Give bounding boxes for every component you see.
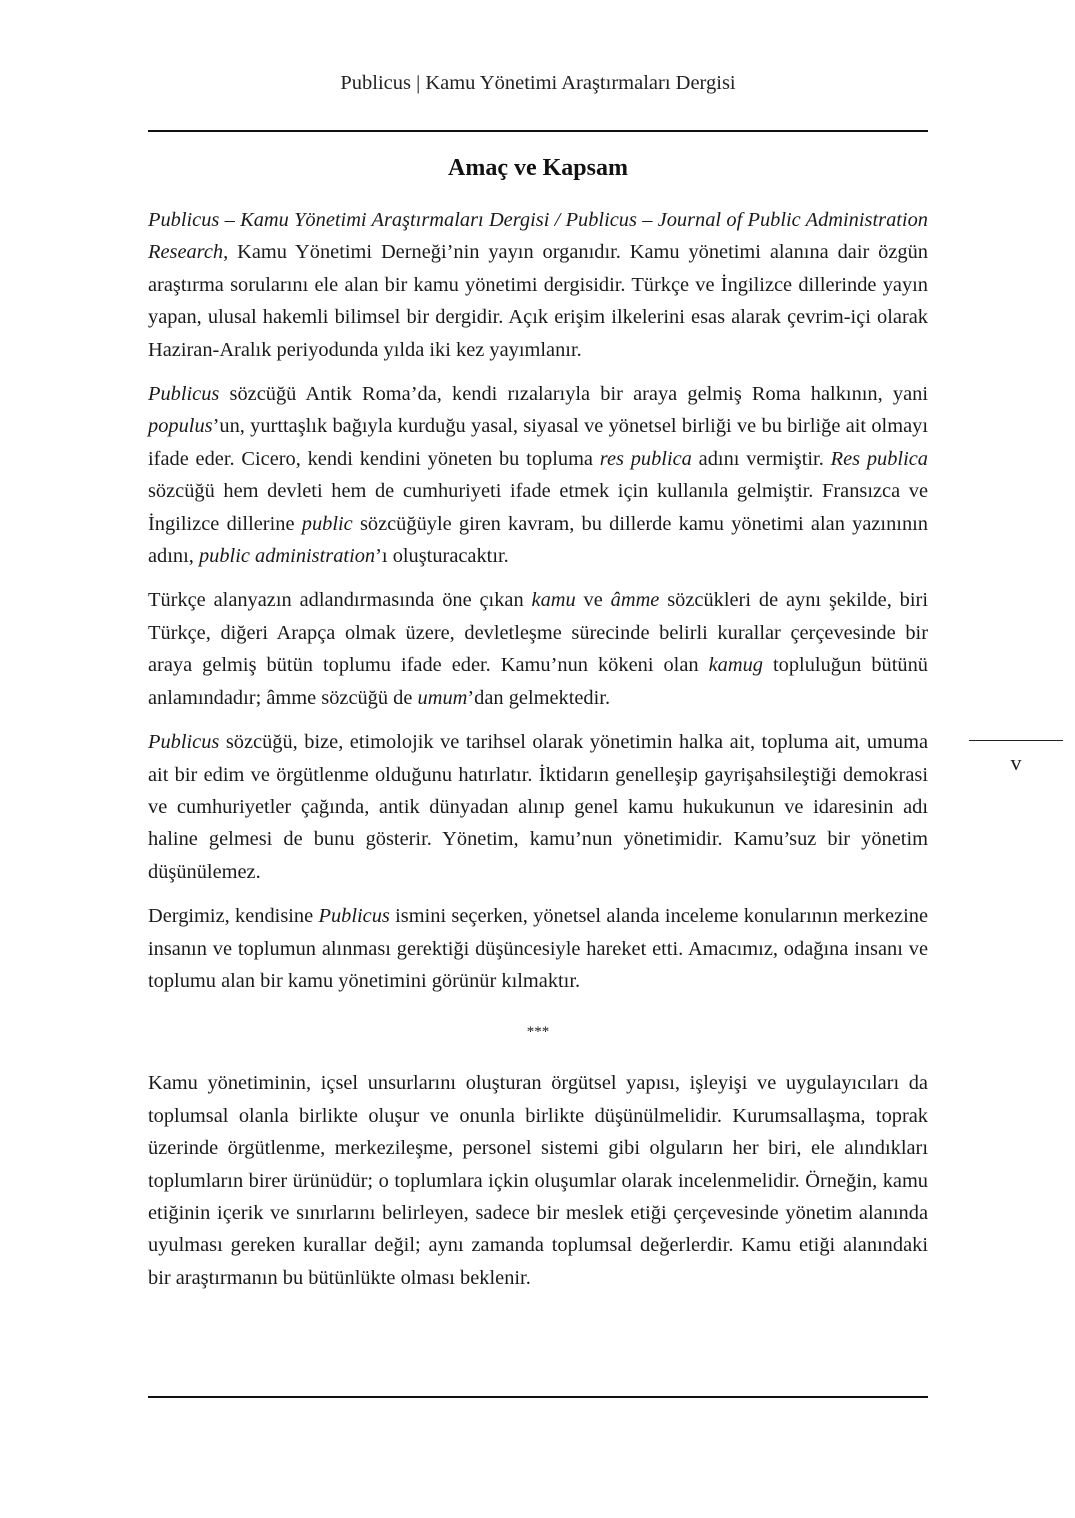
separator-gap xyxy=(148,1059,928,1067)
text-run: sözcüğü, bize, etimolojik ve tarihsel olarak yönetimin halka ait, topluma ait, umuma ait bir edim ve örgütlenme olduğunu hatırlatır. İktidarın genelleşip gayrişahsileştiği demokrasi ve cumhuriyetler çağında, antik dünyadan alınıp genel kamu hukukunun ve idaresinin adı haline gelmesi de bunu gösterir. Yönetim, kamu’nun yönetimidir. Kamu’suz bir yönetim düşünülemez. xyxy=(148,731,928,883)
text-run: sözcüğü hem devleti hem de cumhuriyeti ifade etmek için kullanıla gelmiştir. Fransızca ve İngilizce dillerine xyxy=(148,480,928,535)
italic-term: umum xyxy=(417,686,468,709)
italic-term: populus xyxy=(148,415,213,438)
text-run: ve xyxy=(575,589,611,612)
italic-term: Publicus xyxy=(148,383,220,406)
italic-term: Res publica xyxy=(830,447,928,470)
italic-term: public xyxy=(301,512,353,535)
text-run: sözcükleri de aynı şekilde, biri Türkçe, diğeri Arapça olmak üzere, devletleşme sürecinde belirli kurallar çerçevesinde bir araya gelmiş bütün toplumu ifade eder. Kamu’nun kökeni olan xyxy=(148,589,928,677)
page-number-rule xyxy=(969,740,1063,741)
paragraphs-before-separator xyxy=(148,204,928,997)
text-run: , Kamu Yönetimi Derneği’nin yayın organıdır. Kamu yönetimi alanına dair özgün araştırma sorularını ele alan bir kamu yönetimi dergisidir. Türkçe ve İngilizce dillerinde yayın yapan, ulusal hakemli bilimsel bir dergidir. Açık erişim ilkelerini esas alarak çevrim-içi olarak Haziran-Aralık periyodunda yılda iki kez yayımlanır. xyxy=(148,241,928,361)
italic-term: kamu xyxy=(531,589,576,612)
text-run: ismini seçerken, yönetsel alanda inceleme konularının merkezine insanın ve toplumun alınması gerektiği düşüncesiyle hareket etti. Amacımız, odağına insanı ve toplumu alan bir kamu yönetimini görünür kılmaktır. xyxy=(148,905,929,992)
footer-rule xyxy=(148,1396,928,1398)
text-run: topluluğun bütünü anlamındadır; âmme sözcüğü de xyxy=(148,654,928,709)
paragraph xyxy=(148,584,928,714)
italic-term: Publicus xyxy=(318,905,390,928)
page-title: Amaç ve Kapsam xyxy=(448,155,628,181)
section-separator: *** xyxy=(526,1024,550,1041)
italic-term: kamug xyxy=(708,654,763,677)
paragraph xyxy=(148,1067,928,1294)
text-run: adını vermiştir. xyxy=(691,447,831,470)
header-rule xyxy=(148,130,928,132)
page-number: v xyxy=(1010,750,1022,775)
separator-gap xyxy=(148,1009,928,1017)
text-run: ’un, yurttaşlık bağıyla kurduğu yasal, siyasal ve yönetsel birliği ve bu birliğe ait olmayı ifade eder. Cicero, kendi kendini yöneten bu topluma xyxy=(148,415,928,470)
paragraph xyxy=(148,900,928,997)
paragraph xyxy=(148,378,928,572)
text-run: Türkçe alanyazın adlandırmasında öne çıkan xyxy=(148,589,532,612)
paragraph xyxy=(148,726,928,888)
paragraph xyxy=(148,204,928,366)
text-run: sözcüğüyle giren kavram, bu dillerde kamu yönetimi alan yazınının adını, xyxy=(148,512,929,568)
running-header: Publicus | Kamu Yönetimi Araştırmaları Dergisi xyxy=(340,72,736,94)
text-run: Kamu yönetiminin, içsel unsurlarını oluşturan örgütsel yapısı, işleyişi ve uygulayıcıları da toplumsal olanla birlikte oluşur ve onunla birlikte düşünülmelidir. Kurumsallaşma, toprak üzerinde örgütlenme, merkezileşme, personel sistemi gibi olguların her biri, ele alındıkları toplumların birer ürünüdür; o toplumlara içkin oluşumlar olarak incelenmelidir. Örneğin, kamu etiğinin içerik ve sınırlarını belirleyen, sadece bir meslek etiği çerçevesinde yönetim alanında uyulması gereken kurallar değil; aynı zamanda toplumsal değerlerdir. Kamu etiği alanındaki bir araştırmanın bu bütünlükte olması beklenir. xyxy=(148,1072,928,1289)
italic-term: Publicus xyxy=(148,731,220,754)
text-run: Dergimiz, kendisine xyxy=(148,905,319,928)
text-run: ’dan gelmektedir. xyxy=(467,686,611,709)
body-content xyxy=(148,204,928,1306)
paragraphs-after-separator xyxy=(148,1067,928,1294)
italic-term: res publica xyxy=(599,447,692,470)
text-run: ’ı oluşturacaktır. xyxy=(375,545,509,568)
italic-term: public administration xyxy=(198,545,376,568)
text-run: sözcüğü Antik Roma’da, kendi rızalarıyla bir araya gelmiş Roma halkının, yani xyxy=(219,383,928,406)
italic-term: Publicus – Kamu Yönetimi Araştırmaları Dergisi / Publicus – Journal of Public Administration Research xyxy=(148,209,928,264)
italic-term: âmme xyxy=(610,589,660,612)
